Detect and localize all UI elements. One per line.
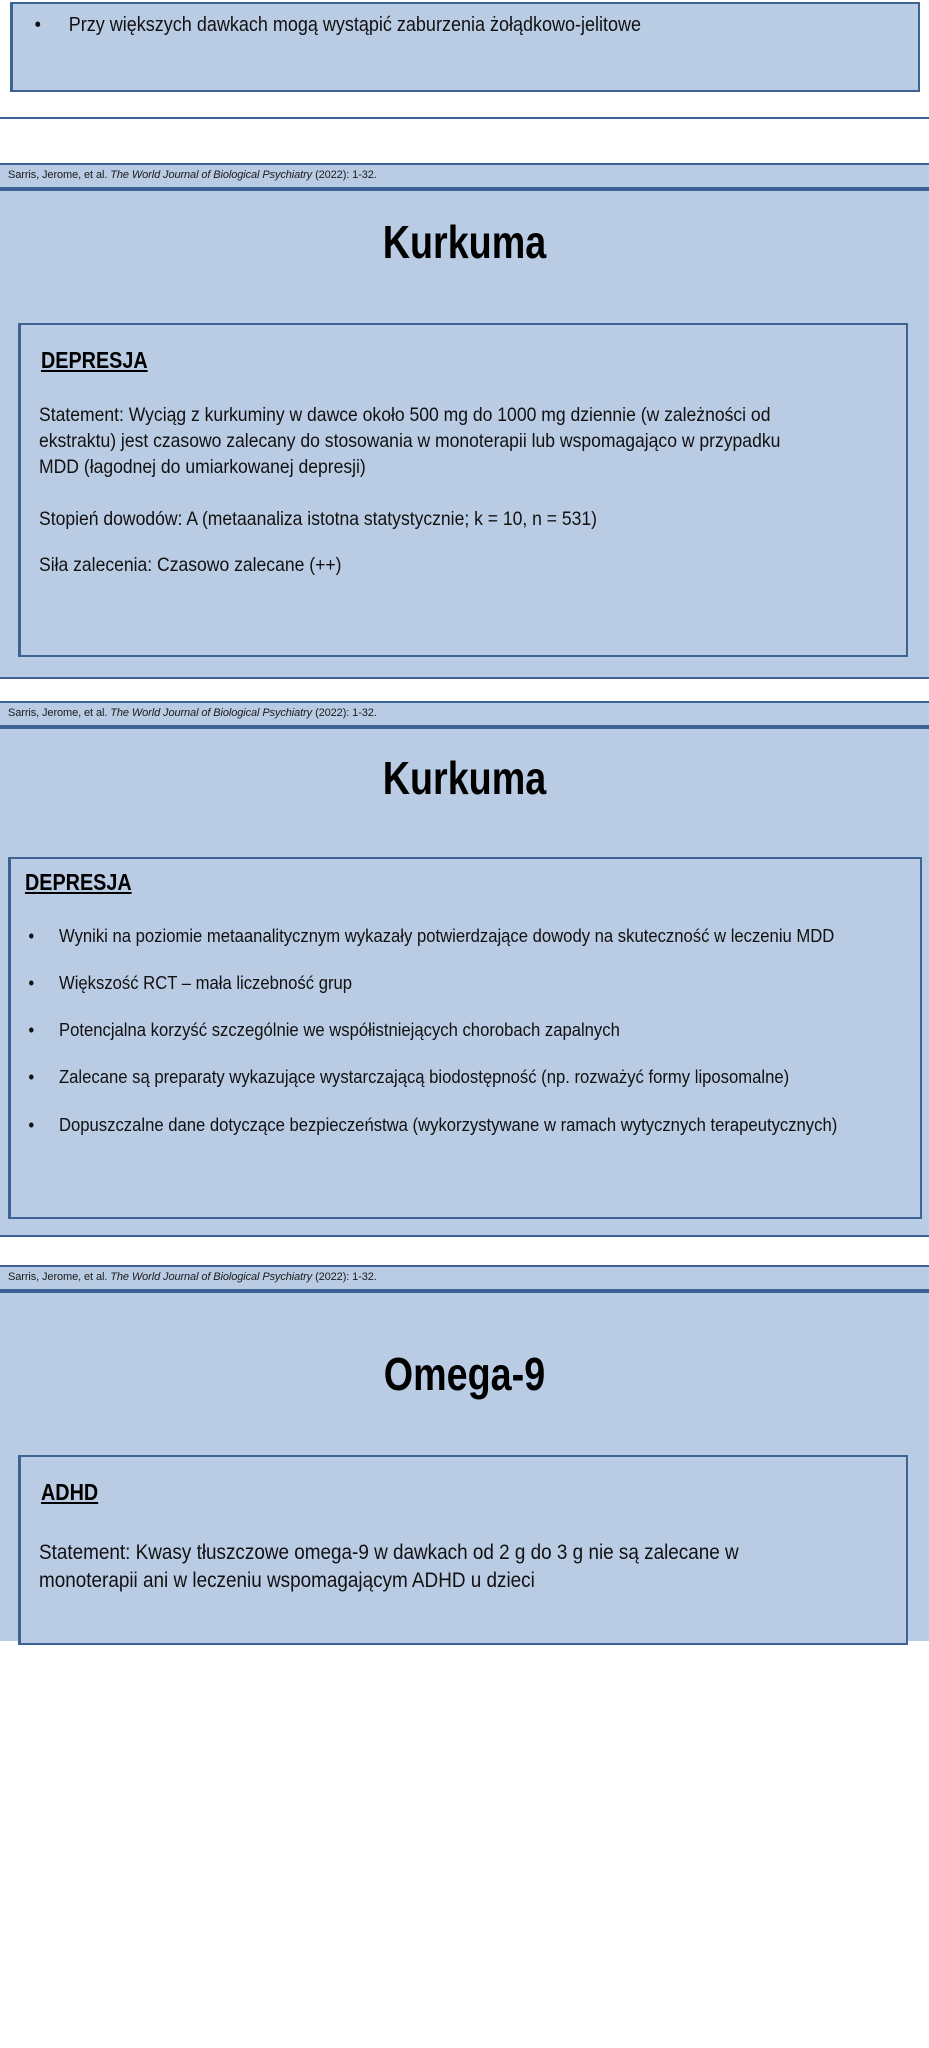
list-item bbox=[23, 970, 913, 995]
slide-omega9 bbox=[0, 1291, 929, 1641]
list-item bbox=[23, 923, 913, 948]
bullet-marker-icon: • bbox=[28, 972, 35, 994]
content-box-top bbox=[10, 2, 920, 92]
citation-strip-1 bbox=[0, 163, 929, 189]
bullet-marker-icon: • bbox=[28, 1066, 35, 1088]
bullet-marker-icon: • bbox=[28, 1113, 35, 1135]
section-heading: ADHD bbox=[41, 1479, 99, 1505]
list-item bbox=[23, 1064, 913, 1089]
citation-journal: The World Journal of Biological Psychiatry bbox=[110, 169, 313, 181]
bullet-marker-icon: • bbox=[28, 1019, 35, 1041]
citation-authors: Sarris, Jerome, et al. bbox=[8, 1271, 108, 1283]
recommendation-strength-text: Siła zalecenia: Czasowo zalecane (++) bbox=[39, 554, 342, 576]
slide-partial-top bbox=[0, 0, 929, 119]
content-box-depresja bbox=[18, 323, 908, 657]
page-gap bbox=[0, 679, 929, 701]
slide-title: Omega-9 bbox=[383, 1348, 546, 1400]
list-item-text: Wyniki na poziomie metaanalitycznym wykazały potwierdzające dowody na skuteczność w leczeniu MDD bbox=[59, 925, 835, 946]
citation-year-pages: (2022): 1-32. bbox=[315, 707, 377, 719]
citation-text bbox=[8, 169, 377, 181]
list-item-text: Dopuszczalne dane dotyczące bezpieczeństwa (wykorzystywane w ramach wytycznych terapeutycznych) bbox=[59, 1113, 838, 1135]
content-box-depresja-bullets bbox=[8, 857, 922, 1219]
list-item bbox=[23, 1112, 913, 1137]
page-gap bbox=[0, 119, 929, 163]
slide-title: Kurkuma bbox=[382, 752, 547, 804]
bullet-item bbox=[31, 14, 641, 37]
list-item-text: Większość RCT – mała liczebność grup bbox=[59, 972, 353, 994]
evidence-level-text: Stopień dowodów: A (metaanaliza istotna statystycznie; k = 10, n = 531) bbox=[39, 508, 598, 530]
bullet-marker-icon: • bbox=[34, 14, 41, 36]
citation-year-pages: (2022): 1-32. bbox=[315, 1271, 377, 1283]
list-item bbox=[23, 1017, 913, 1042]
citation-authors: Sarris, Jerome, et al. bbox=[8, 707, 108, 719]
statement-text: Statement: Wyciąg z kurkuminy w dawce około 500 mg do 1000 mg dziennie (w zależności od ekstraktu) jest czasowo zalecany do stosowania w monoterapii lub wspomagająco w przypadku MDD (łagodnej do umiarkowanej depresji) bbox=[39, 404, 781, 478]
citation-authors: Sarris, Jerome, et al. bbox=[8, 169, 108, 181]
section-heading: DEPRESJA bbox=[41, 347, 148, 373]
list-item-text: Zalecane są preparaty wykazujące wystarczającą biodostępność (np. rozważyć formy liposomalne) bbox=[59, 1066, 790, 1088]
slide-kurkuma-2 bbox=[0, 727, 929, 1237]
citation-journal: The World Journal of Biological Psychiatry bbox=[110, 707, 313, 719]
citation-text bbox=[8, 1271, 377, 1283]
citation-text bbox=[8, 707, 377, 719]
citation-year-pages: (2022): 1-32. bbox=[315, 169, 377, 181]
bullet-text: Przy większych dawkach mogą wystąpić zaburzenia żołądkowo-jelitowe bbox=[68, 14, 642, 36]
slide-kurkuma-1 bbox=[0, 189, 929, 679]
citation-strip-2 bbox=[0, 701, 929, 727]
citation-strip-3 bbox=[0, 1265, 929, 1291]
statement-text: Statement: Kwasy tłuszczowe omega-9 w dawkach od 2 g do 3 g nie są zalecane w monoterapii ani w leczeniu wspomagającym ADHD u dzieci bbox=[39, 1541, 739, 1592]
citation-journal: The World Journal of Biological Psychiatry bbox=[110, 1271, 313, 1283]
section-heading: DEPRESJA bbox=[25, 869, 132, 895]
list-item-text: Potencjalna korzyść szczególnie we współistniejących chorobach zapalnych bbox=[59, 1019, 620, 1041]
content-box-adhd bbox=[18, 1455, 908, 1645]
slide-title: Kurkuma bbox=[382, 216, 547, 268]
page-gap bbox=[0, 1237, 929, 1265]
bullet-marker-icon: • bbox=[28, 925, 35, 946]
